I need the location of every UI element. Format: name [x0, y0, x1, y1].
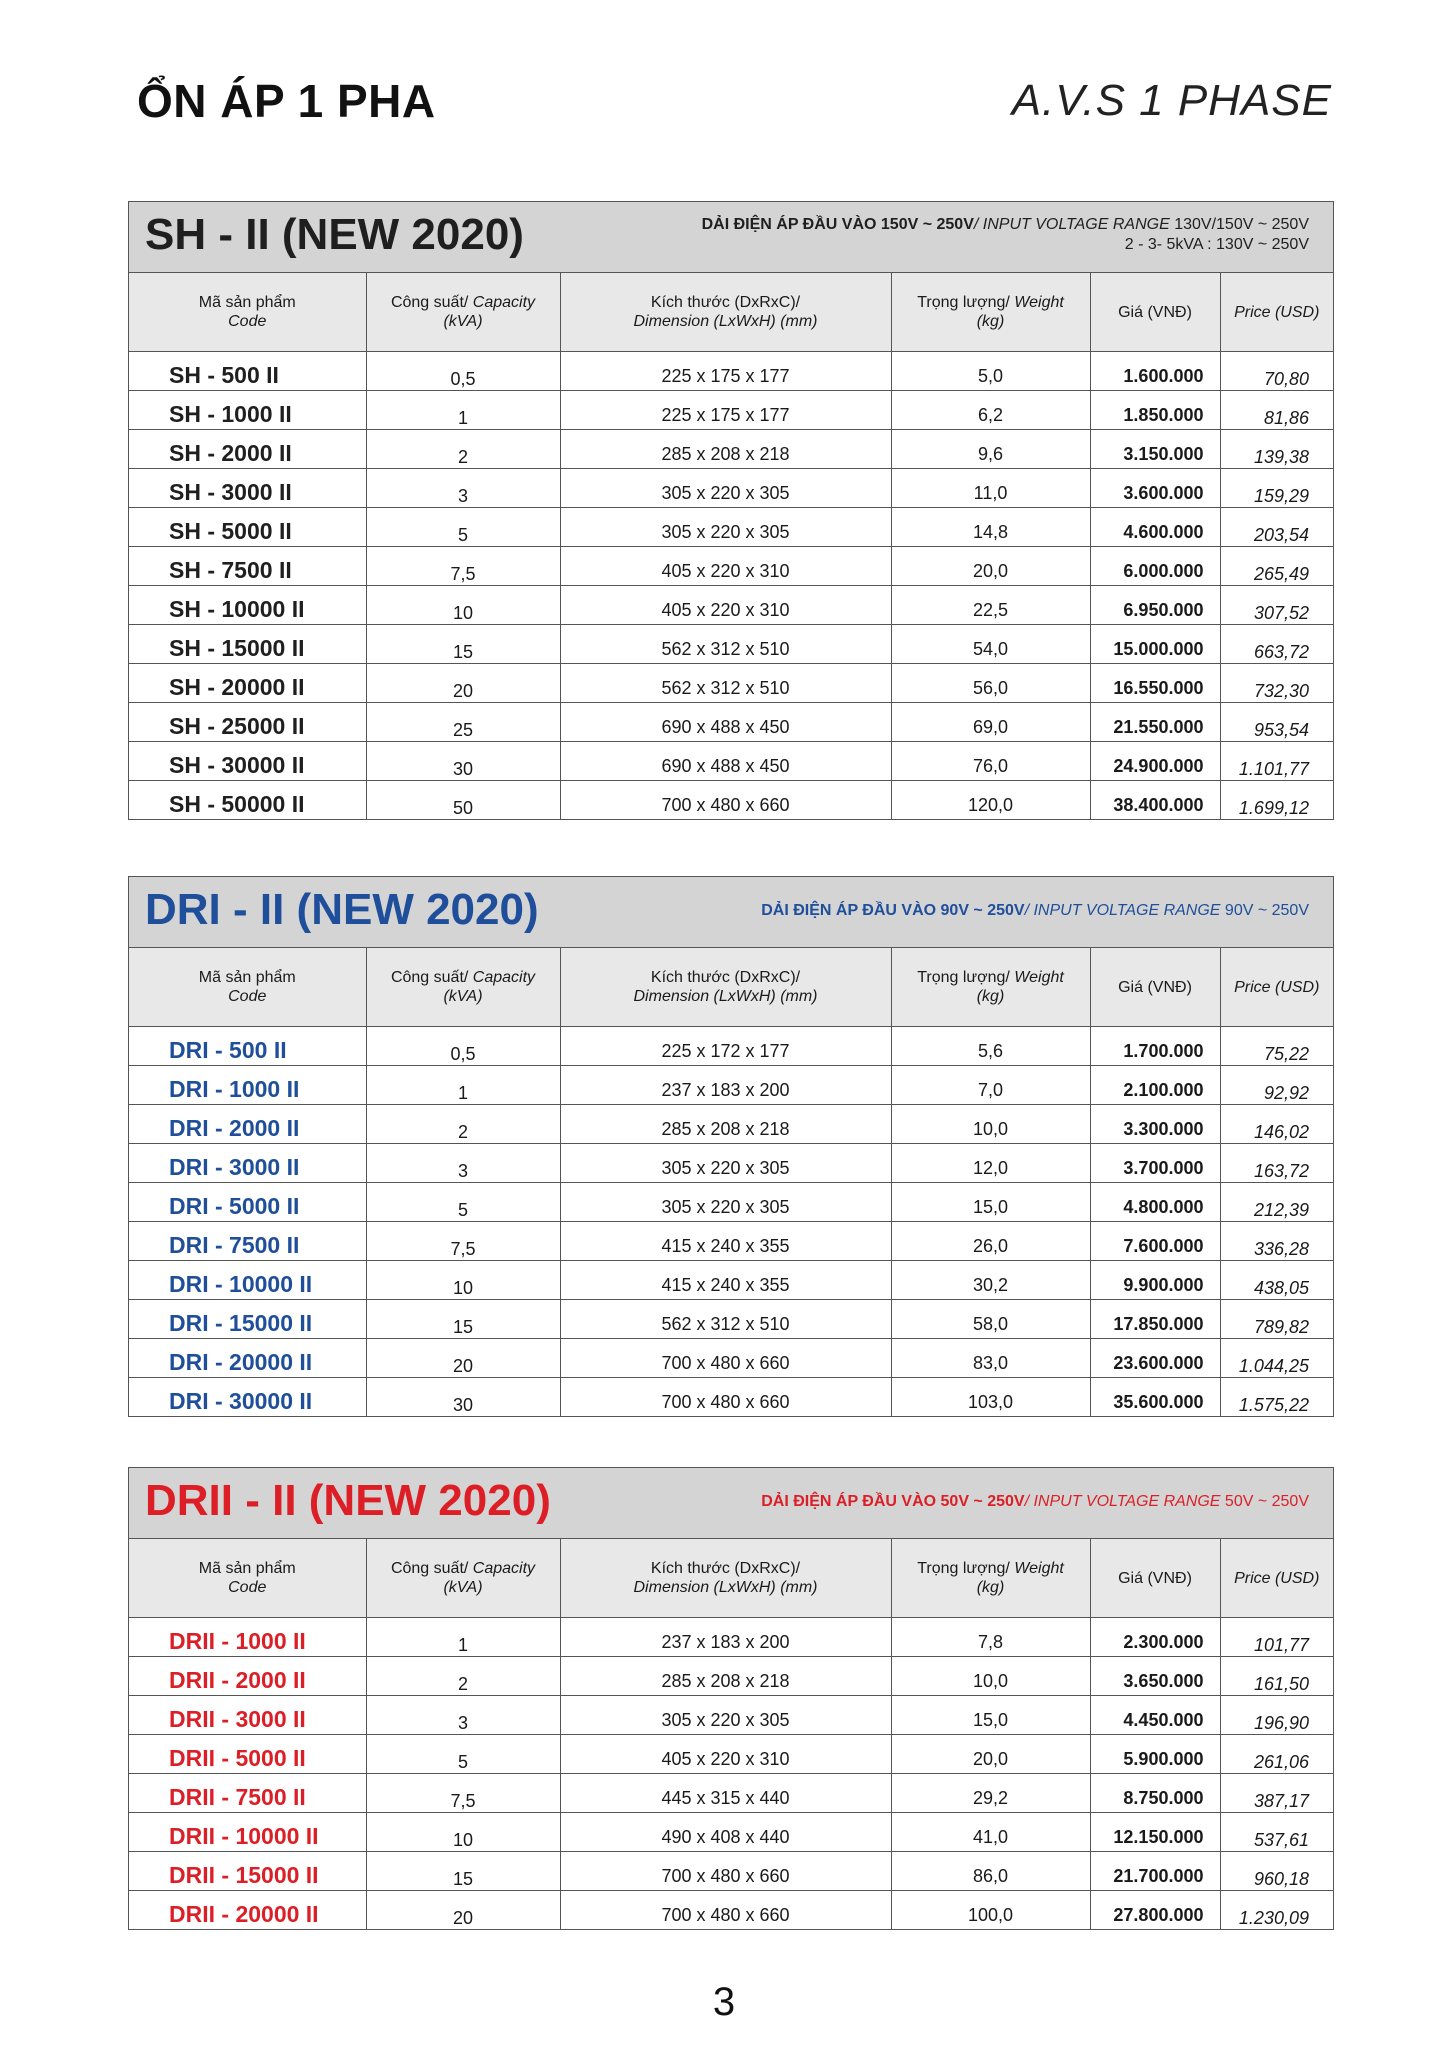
capacity-value: 3 — [366, 1696, 560, 1735]
table-row — [129, 1300, 1333, 1339]
product-code: DRI - 2000 II — [129, 1105, 366, 1144]
section-title: DRI - II (NEW 2020) — [145, 885, 539, 934]
capacity-value: 15 — [366, 1300, 560, 1339]
dimension-value: 490 x 408 x 440 — [560, 1813, 891, 1852]
capacity-value: 10 — [366, 586, 560, 625]
voltage-range-note — [761, 1492, 1309, 1512]
price-vnd-value: 2.300.000 — [1090, 1618, 1220, 1657]
capacity-value: 15 — [366, 625, 560, 664]
capacity-value: 30 — [366, 1378, 560, 1417]
weight-value: 7,0 — [891, 1066, 1090, 1105]
capacity-value: 0,5 — [366, 1027, 560, 1066]
product-code: DRI - 500 II — [129, 1027, 366, 1066]
product-code: DRII - 10000 II — [129, 1813, 366, 1852]
product-code: SH - 7500 II — [129, 547, 366, 586]
voltage-range-value: 90V ~ 250V — [1220, 902, 1309, 919]
col-capacity: Công suất/ Capacity (kVA) — [366, 273, 560, 352]
price-vnd-value: 4.600.000 — [1090, 508, 1220, 547]
price-vnd-value: 7.600.000 — [1090, 1222, 1220, 1261]
table-row — [129, 508, 1333, 547]
price-vnd-value: 6.950.000 — [1090, 586, 1220, 625]
dimension-value: 445 x 315 x 440 — [560, 1774, 891, 1813]
product-code: DRI - 5000 II — [129, 1183, 366, 1222]
dimension-value: 305 x 220 x 305 — [560, 1696, 891, 1735]
dimension-value: 305 x 220 x 305 — [560, 1183, 891, 1222]
col-code: Mã sản phẩm Code — [129, 1539, 366, 1618]
col-code: Mã sản phẩm Code — [129, 273, 366, 352]
table-row — [129, 1144, 1333, 1183]
table-row — [129, 1891, 1333, 1930]
voltage-range-note — [702, 215, 1309, 255]
product-code: DRII - 7500 II — [129, 1774, 366, 1813]
section-drii-ii — [128, 1467, 1334, 1930]
weight-value: 6,2 — [891, 391, 1090, 430]
price-usd-value: 265,49 — [1220, 547, 1333, 586]
product-code: DRII - 2000 II — [129, 1657, 366, 1696]
price-vnd-value: 1.700.000 — [1090, 1027, 1220, 1066]
weight-value: 41,0 — [891, 1813, 1090, 1852]
product-code: SH - 5000 II — [129, 508, 366, 547]
capacity-value: 20 — [366, 1891, 560, 1930]
dimension-value: 305 x 220 x 305 — [560, 469, 891, 508]
capacity-value: 3 — [366, 1144, 560, 1183]
table-row — [129, 586, 1333, 625]
product-code: DRII - 1000 II — [129, 1618, 366, 1657]
price-vnd-value: 23.600.000 — [1090, 1339, 1220, 1378]
col-dimension: Kích thước (DxRxC)/ Dimension (LxWxH) (mm) — [560, 948, 891, 1027]
table-row — [129, 352, 1333, 391]
price-table — [129, 1539, 1333, 1929]
product-code: DRI - 30000 II — [129, 1378, 366, 1417]
col-price-vnd: Giá (VNĐ) — [1090, 1539, 1220, 1618]
price-usd-value: 101,77 — [1220, 1618, 1333, 1657]
product-code: SH - 20000 II — [129, 664, 366, 703]
table-header-row — [129, 948, 1333, 1027]
weight-value: 15,0 — [891, 1183, 1090, 1222]
capacity-value: 7,5 — [366, 1774, 560, 1813]
section-dri-ii — [128, 876, 1334, 1417]
price-usd-value: 732,30 — [1220, 664, 1333, 703]
price-usd-value: 146,02 — [1220, 1105, 1333, 1144]
dimension-value: 285 x 208 x 218 — [560, 430, 891, 469]
price-vnd-value: 38.400.000 — [1090, 781, 1220, 820]
weight-value: 5,6 — [891, 1027, 1090, 1066]
weight-value: 10,0 — [891, 1657, 1090, 1696]
weight-value: 12,0 — [891, 1144, 1090, 1183]
dimension-value: 700 x 480 x 660 — [560, 1891, 891, 1930]
section-header — [129, 877, 1333, 948]
weight-value: 26,0 — [891, 1222, 1090, 1261]
dimension-value: 562 x 312 x 510 — [560, 1300, 891, 1339]
price-vnd-value: 3.150.000 — [1090, 430, 1220, 469]
product-code: SH - 2000 II — [129, 430, 366, 469]
price-usd-value: 387,17 — [1220, 1774, 1333, 1813]
price-vnd-value: 6.000.000 — [1090, 547, 1220, 586]
product-code: DRII - 15000 II — [129, 1852, 366, 1891]
price-usd-value: 789,82 — [1220, 1300, 1333, 1339]
dimension-value: 562 x 312 x 510 — [560, 664, 891, 703]
price-vnd-value: 4.800.000 — [1090, 1183, 1220, 1222]
capacity-value: 1 — [366, 1066, 560, 1105]
weight-value: 9,6 — [891, 430, 1090, 469]
dimension-value: 690 x 488 x 450 — [560, 703, 891, 742]
price-usd-value: 159,29 — [1220, 469, 1333, 508]
capacity-value: 7,5 — [366, 547, 560, 586]
price-table — [129, 948, 1333, 1416]
weight-value: 83,0 — [891, 1339, 1090, 1378]
weight-value: 20,0 — [891, 547, 1090, 586]
table-row — [129, 703, 1333, 742]
dimension-value: 285 x 208 x 218 — [560, 1105, 891, 1144]
page-title-en: A.V.S 1 PHASE — [1011, 76, 1332, 125]
table-row — [129, 781, 1333, 820]
voltage-range-value: 130V/150V ~ 250V — [1169, 216, 1309, 233]
weight-value: 100,0 — [891, 1891, 1090, 1930]
capacity-value: 50 — [366, 781, 560, 820]
product-code: SH - 10000 II — [129, 586, 366, 625]
voltage-range-vn: DẢI ĐIỆN ÁP ĐẦU VÀO 150V ~ 250V — [701, 216, 974, 233]
weight-value: 22,5 — [891, 586, 1090, 625]
capacity-value: 2 — [366, 1105, 560, 1144]
dimension-value: 305 x 220 x 305 — [560, 508, 891, 547]
voltage-range-line2: 2 - 3- 5kVA : 130V ~ 250V — [1124, 236, 1309, 253]
price-usd-value: 1.575,22 — [1238, 1395, 1309, 1415]
price-vnd-value: 17.850.000 — [1090, 1300, 1220, 1339]
table-row — [129, 469, 1333, 508]
price-vnd-value: 1.600.000 — [1090, 352, 1220, 391]
dimension-value: 225 x 175 x 177 — [560, 352, 891, 391]
price-vnd-value: 21.700.000 — [1090, 1852, 1220, 1891]
table-row — [129, 1813, 1333, 1852]
weight-value: 11,0 — [891, 469, 1090, 508]
product-code: DRI - 1000 II — [129, 1066, 366, 1105]
voltage-range-en: / INPUT VOLTAGE RANGE — [973, 216, 1170, 233]
product-code: DRI - 15000 II — [129, 1300, 366, 1339]
weight-value: 15,0 — [891, 1696, 1090, 1735]
product-code: SH - 500 II — [129, 352, 366, 391]
price-vnd-value: 3.650.000 — [1090, 1657, 1220, 1696]
product-code: SH - 25000 II — [129, 703, 366, 742]
weight-value: 5,0 — [891, 352, 1090, 391]
product-code: SH - 50000 II — [129, 781, 366, 820]
col-price-usd: Price (USD) — [1220, 273, 1333, 352]
price-usd-value: 1.699,12 — [1238, 798, 1309, 818]
price-vnd-value: 2.100.000 — [1090, 1066, 1220, 1105]
dimension-value: 700 x 480 x 660 — [560, 781, 891, 820]
table-row — [129, 1027, 1333, 1066]
dimension-value: 562 x 312 x 510 — [560, 625, 891, 664]
price-usd-value: 196,90 — [1220, 1696, 1333, 1735]
table-row — [129, 742, 1333, 781]
weight-value: 54,0 — [891, 625, 1090, 664]
table-row — [129, 1657, 1333, 1696]
col-weight: Trọng lượng/ Weight (kg) — [891, 1539, 1090, 1618]
weight-value: 58,0 — [891, 1300, 1090, 1339]
capacity-value: 1 — [366, 391, 560, 430]
table-row — [129, 1618, 1333, 1657]
product-code: DRI - 10000 II — [129, 1261, 366, 1300]
price-vnd-value: 24.900.000 — [1090, 742, 1220, 781]
dimension-value: 700 x 480 x 660 — [560, 1852, 891, 1891]
col-dimension: Kích thước (DxRxC)/ Dimension (LxWxH) (mm) — [560, 1539, 891, 1618]
product-code: DRI - 7500 II — [129, 1222, 366, 1261]
dimension-value: 405 x 220 x 310 — [560, 547, 891, 586]
table-row — [129, 1735, 1333, 1774]
price-vnd-value: 8.750.000 — [1090, 1774, 1220, 1813]
table-row — [129, 1066, 1333, 1105]
table-row — [129, 664, 1333, 703]
table-row — [129, 430, 1333, 469]
price-usd-value: 960,18 — [1220, 1852, 1333, 1891]
price-vnd-value: 12.150.000 — [1090, 1813, 1220, 1852]
product-code: DRI - 3000 II — [129, 1144, 366, 1183]
table-row — [129, 1378, 1333, 1417]
capacity-value: 5 — [366, 1735, 560, 1774]
capacity-value: 3 — [366, 469, 560, 508]
price-vnd-value: 3.300.000 — [1090, 1105, 1220, 1144]
weight-value: 76,0 — [891, 742, 1090, 781]
weight-value: 56,0 — [891, 664, 1090, 703]
price-vnd-value: 4.450.000 — [1090, 1696, 1220, 1735]
price-usd-value: 663,72 — [1220, 625, 1333, 664]
voltage-range-value: 50V ~ 250V — [1220, 1493, 1309, 1510]
price-usd-value: 203,54 — [1220, 508, 1333, 547]
dimension-value: 225 x 175 x 177 — [560, 391, 891, 430]
col-price-vnd: Giá (VNĐ) — [1090, 948, 1220, 1027]
table-row — [129, 1261, 1333, 1300]
product-code: DRII - 3000 II — [129, 1696, 366, 1735]
dimension-value: 690 x 488 x 450 — [560, 742, 891, 781]
price-usd-value: 163,72 — [1220, 1144, 1333, 1183]
dimension-value: 405 x 220 x 310 — [560, 1735, 891, 1774]
table-row — [129, 547, 1333, 586]
price-usd-value: 81,86 — [1220, 391, 1333, 430]
voltage-range-vn: DẢI ĐIỆN ÁP ĐẦU VÀO 50V ~ 250V — [761, 1493, 1025, 1510]
price-usd-value: 161,50 — [1220, 1657, 1333, 1696]
section-header — [129, 202, 1333, 273]
product-code: DRII - 5000 II — [129, 1735, 366, 1774]
weight-value: 20,0 — [891, 1735, 1090, 1774]
capacity-value: 25 — [366, 703, 560, 742]
capacity-value: 1 — [366, 1618, 560, 1657]
voltage-range-vn: DẢI ĐIỆN ÁP ĐẦU VÀO 90V ~ 250V — [761, 902, 1025, 919]
capacity-value: 5 — [366, 508, 560, 547]
section-title: SH - II (NEW 2020) — [145, 210, 524, 259]
dimension-value: 285 x 208 x 218 — [560, 1657, 891, 1696]
price-usd-value: 261,06 — [1220, 1735, 1333, 1774]
weight-value: 69,0 — [891, 703, 1090, 742]
price-vnd-value: 27.800.000 — [1090, 1891, 1220, 1930]
dimension-value: 415 x 240 x 355 — [560, 1222, 891, 1261]
price-usd-value: 438,05 — [1220, 1261, 1333, 1300]
col-capacity: Công suất/ Capacity (kVA) — [366, 1539, 560, 1618]
weight-value: 30,2 — [891, 1261, 1090, 1300]
capacity-value: 15 — [366, 1852, 560, 1891]
price-usd-value: 1.101,77 — [1220, 742, 1333, 781]
price-vnd-value: 9.900.000 — [1090, 1261, 1220, 1300]
product-code: SH - 3000 II — [129, 469, 366, 508]
price-vnd-value: 16.550.000 — [1090, 664, 1220, 703]
table-row — [129, 1222, 1333, 1261]
dimension-value: 700 x 480 x 660 — [560, 1339, 891, 1378]
col-price-usd: Price (USD) — [1220, 948, 1333, 1027]
section-sh-ii — [128, 201, 1334, 820]
dimension-value: 415 x 240 x 355 — [560, 1261, 891, 1300]
capacity-value: 30 — [366, 742, 560, 781]
product-code: DRI - 20000 II — [129, 1339, 366, 1378]
page-number: 3 — [712, 1980, 736, 2024]
price-vnd-value: 3.600.000 — [1090, 469, 1220, 508]
dimension-value: 225 x 172 x 177 — [560, 1027, 891, 1066]
capacity-value: 20 — [366, 664, 560, 703]
table-row — [129, 1105, 1333, 1144]
table-row — [129, 1852, 1333, 1891]
dimension-value: 405 x 220 x 310 — [560, 586, 891, 625]
col-code: Mã sản phẩm Code — [129, 948, 366, 1027]
price-usd-value: 75,22 — [1220, 1027, 1333, 1066]
capacity-value: 2 — [366, 430, 560, 469]
weight-value: 14,8 — [891, 508, 1090, 547]
price-vnd-value: 3.700.000 — [1090, 1144, 1220, 1183]
product-code: SH - 1000 II — [129, 391, 366, 430]
price-vnd-value: 1.850.000 — [1090, 391, 1220, 430]
page-title-vn: ỔN ÁP 1 PHA — [137, 75, 436, 127]
price-usd-value: 70,80 — [1220, 352, 1333, 391]
dimension-value: 700 x 480 x 660 — [560, 1378, 891, 1417]
capacity-value: 2 — [366, 1657, 560, 1696]
capacity-value: 5 — [366, 1183, 560, 1222]
price-usd-value: 1.044,25 — [1220, 1339, 1333, 1378]
price-usd-value: 92,92 — [1220, 1066, 1333, 1105]
price-vnd-value: 35.600.000 — [1090, 1378, 1220, 1417]
col-price-vnd: Giá (VNĐ) — [1090, 273, 1220, 352]
voltage-range-en: / INPUT VOLTAGE RANGE — [1024, 902, 1221, 919]
col-weight: Trọng lượng/ Weight (kg) — [891, 948, 1090, 1027]
price-table — [129, 273, 1333, 819]
price-usd-value: 212,39 — [1220, 1183, 1333, 1222]
capacity-value: 7,5 — [366, 1222, 560, 1261]
col-capacity: Công suất/ Capacity (kVA) — [366, 948, 560, 1027]
weight-value: 10,0 — [891, 1105, 1090, 1144]
table-header-row — [129, 1539, 1333, 1618]
col-dimension: Kích thước (DxRxC)/ Dimension (LxWxH) (mm) — [560, 273, 891, 352]
section-title: DRII - II (NEW 2020) — [145, 1476, 551, 1525]
product-code: SH - 30000 II — [129, 742, 366, 781]
price-usd-value: 953,54 — [1220, 703, 1333, 742]
dimension-value: 305 x 220 x 305 — [560, 1144, 891, 1183]
table-row — [129, 391, 1333, 430]
price-usd-value: 537,61 — [1220, 1813, 1333, 1852]
table-header-row — [129, 273, 1333, 352]
weight-value: 86,0 — [891, 1852, 1090, 1891]
weight-value: 7,8 — [891, 1618, 1090, 1657]
product-code: DRII - 20000 II — [129, 1891, 366, 1930]
price-usd-value: 139,38 — [1220, 430, 1333, 469]
section-header — [129, 1468, 1333, 1539]
table-row — [129, 1183, 1333, 1222]
capacity-value: 0,5 — [366, 352, 560, 391]
col-weight: Trọng lượng/ Weight (kg) — [891, 273, 1090, 352]
capacity-value: 20 — [366, 1339, 560, 1378]
weight-value: 103,0 — [891, 1378, 1090, 1417]
price-vnd-value: 5.900.000 — [1090, 1735, 1220, 1774]
capacity-value: 10 — [366, 1261, 560, 1300]
table-row — [129, 1339, 1333, 1378]
table-row — [129, 1774, 1333, 1813]
price-usd-value: 336,28 — [1220, 1222, 1333, 1261]
weight-value: 29,2 — [891, 1774, 1090, 1813]
dimension-value: 237 x 183 x 200 — [560, 1066, 891, 1105]
dimension-value: 237 x 183 x 200 — [560, 1618, 891, 1657]
capacity-value: 10 — [366, 1813, 560, 1852]
price-vnd-value: 21.550.000 — [1090, 703, 1220, 742]
table-row — [129, 1696, 1333, 1735]
voltage-range-note — [761, 901, 1309, 921]
price-vnd-value: 15.000.000 — [1090, 625, 1220, 664]
col-price-usd: Price (USD) — [1220, 1539, 1333, 1618]
voltage-range-en: / INPUT VOLTAGE RANGE — [1024, 1493, 1221, 1510]
price-usd-value: 307,52 — [1220, 586, 1333, 625]
product-code: SH - 15000 II — [129, 625, 366, 664]
table-row — [129, 625, 1333, 664]
price-usd-value: 1.230,09 — [1238, 1908, 1309, 1928]
weight-value: 120,0 — [891, 781, 1090, 820]
